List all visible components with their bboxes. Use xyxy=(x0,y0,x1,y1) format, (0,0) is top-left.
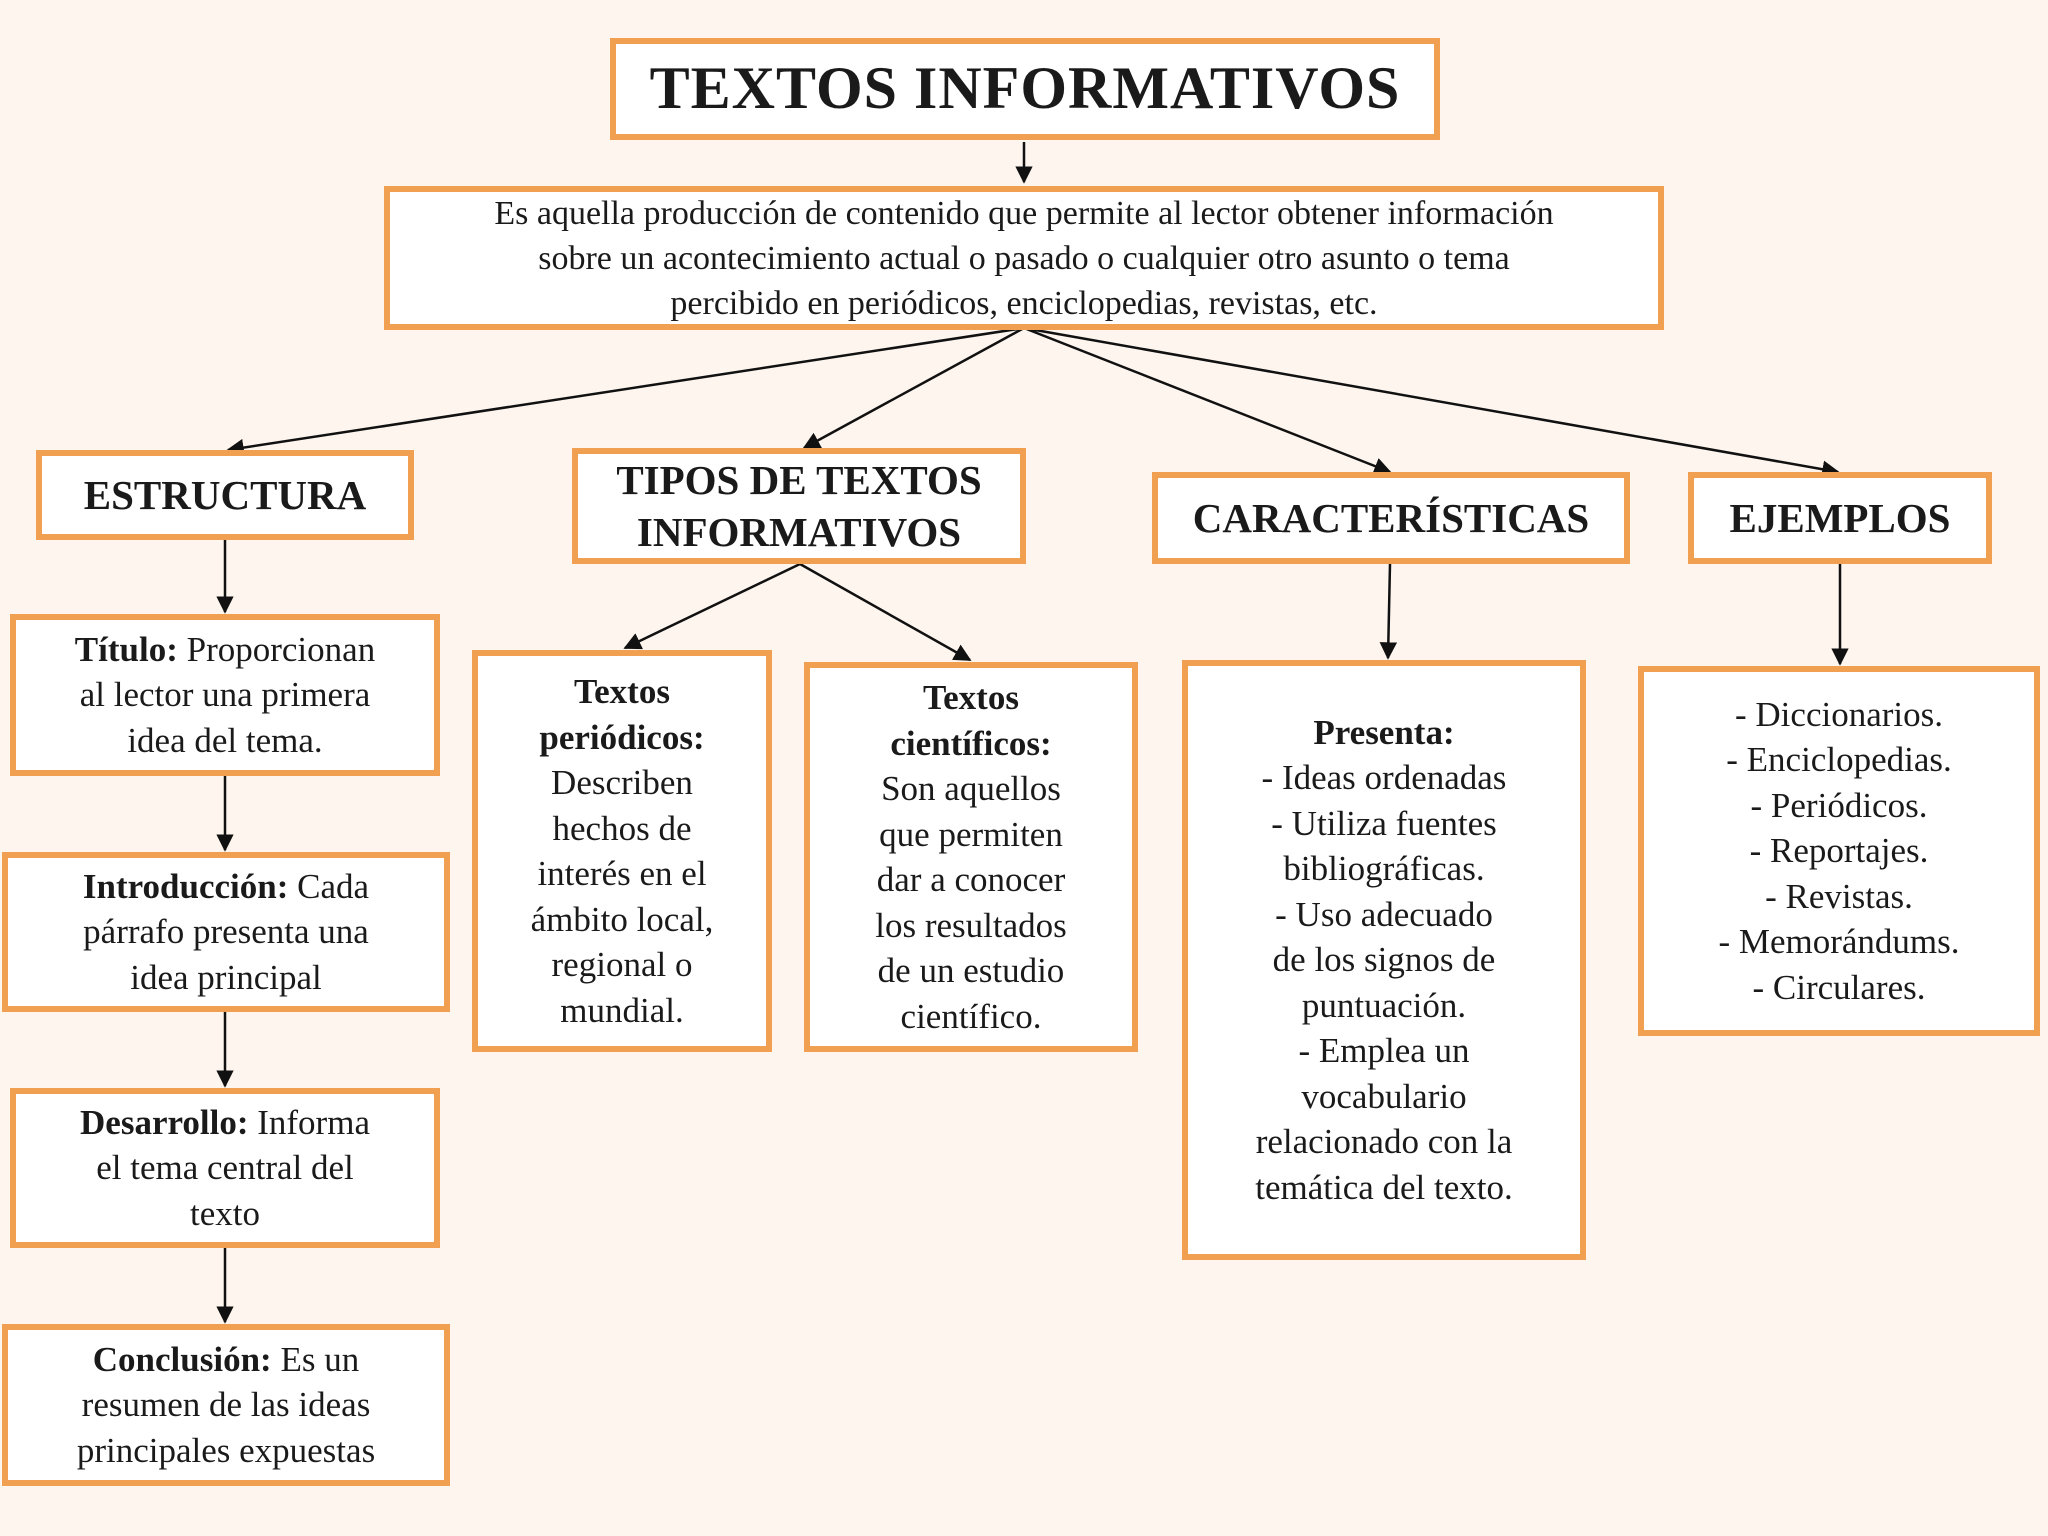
titulo-box xyxy=(10,614,440,776)
example-item: - Reportajes. xyxy=(1749,831,1929,871)
term-label: científicos: xyxy=(890,723,1052,763)
definition-text: texto xyxy=(190,1193,260,1233)
feature-item: de los signos de xyxy=(1272,940,1496,980)
term-label: Título: xyxy=(74,629,178,669)
tipos-heading-line: INFORMATIVOS xyxy=(636,509,962,555)
definition-text: los resultados xyxy=(875,905,1067,945)
definition-text: regional o xyxy=(551,945,693,984)
definition-text: de un estudio xyxy=(877,951,1065,990)
estructura-heading: ESTRUCTURA xyxy=(83,472,367,518)
example-item: - Revistas. xyxy=(1765,876,1913,916)
arrow-tipos-periodicos xyxy=(625,564,800,648)
textos-cientificos-box xyxy=(804,662,1138,1052)
definition-text: científico. xyxy=(900,996,1042,1036)
example-item: - Periódicos. xyxy=(1750,785,1928,825)
definition-box xyxy=(384,186,1664,330)
caracteristicas-box xyxy=(1152,472,1630,564)
term-label: Introducción: xyxy=(82,866,289,906)
definition-text: ámbito local, xyxy=(530,899,714,939)
caracteristicas-heading: CARACTERÍSTICAS xyxy=(1192,495,1590,541)
estructura-box xyxy=(36,450,414,540)
feature-item: - Ideas ordenadas xyxy=(1261,758,1507,798)
title-box xyxy=(610,38,1440,140)
definition-text: resumen de las ideas xyxy=(81,1385,371,1425)
example-item: - Memorándums. xyxy=(1718,922,1960,962)
definition-line: percibido en periódicos, enciclopedias, revistas, etc. xyxy=(670,284,1378,322)
example-item: - Circulares. xyxy=(1752,967,1926,1007)
term-label: Presenta: xyxy=(1313,712,1455,752)
tipos-heading-line: TIPOS DE TEXTOS xyxy=(616,457,982,503)
definition-text: idea del tema. xyxy=(127,720,323,760)
example-item: - Enciclopedias. xyxy=(1726,740,1952,780)
example-item: - Diccionarios. xyxy=(1735,694,1943,734)
desarrollo-box xyxy=(10,1088,440,1248)
presenta-box xyxy=(1182,660,1586,1260)
definition-text: al lector una primera xyxy=(79,675,371,715)
term-label: Textos xyxy=(574,672,670,711)
ejemplos-box xyxy=(1688,472,1992,564)
definition-text: hechos de xyxy=(552,808,692,848)
definition-line: Es aquella producción de contenido que permite al lector obtener información xyxy=(494,194,1554,232)
feature-item: relacionado con la xyxy=(1255,1122,1513,1162)
arrow-caracteristicas-presenta xyxy=(1388,564,1390,658)
ejemplos-list-box xyxy=(1638,666,2040,1036)
tipos-box xyxy=(572,448,1026,564)
term-label: periódicos: xyxy=(539,717,705,757)
definition-text: el tema central del xyxy=(96,1148,354,1188)
term-label: Textos xyxy=(923,678,1019,717)
definition-text: Son aquellos xyxy=(881,769,1061,808)
definition-line: sobre un acontecimiento actual o pasado o cualquier otro asunto o tema xyxy=(538,239,1510,277)
definition-text: Describen xyxy=(551,763,693,802)
textos-periodicos-box xyxy=(472,650,772,1052)
feature-item: bibliográficas. xyxy=(1283,849,1485,889)
definition-text: Es un xyxy=(271,1339,360,1379)
arrow-def-caracteristicas xyxy=(1024,328,1390,472)
introduccion-box xyxy=(2,852,450,1012)
definition-text: párrafo presenta una xyxy=(83,912,369,952)
feature-item: vocabulario xyxy=(1301,1076,1467,1116)
ejemplos-heading: EJEMPLOS xyxy=(1729,495,1951,541)
feature-item: - Uso adecuado xyxy=(1275,894,1493,934)
definition-text: Cada xyxy=(288,866,370,906)
definition-text: que permiten xyxy=(879,814,1063,854)
arrow-def-estructura xyxy=(228,328,1024,450)
arrow-tipos-cientificos xyxy=(800,564,970,660)
feature-item: temática del texto. xyxy=(1255,1167,1513,1207)
definition-text: interés en el xyxy=(537,854,707,893)
definition-text: Informa xyxy=(248,1102,370,1142)
conclusion-box xyxy=(2,1324,450,1486)
definition-text: principales expuestas xyxy=(76,1430,376,1470)
definition-text: dar a conocer xyxy=(876,860,1066,899)
definition-text: idea principal xyxy=(130,957,322,997)
definition-text: Proporcionan xyxy=(177,629,376,669)
feature-item: - Utiliza fuentes xyxy=(1271,803,1497,843)
definition-text: mundial. xyxy=(560,990,684,1030)
page-title: TEXTOS INFORMATIVOS xyxy=(649,55,1401,122)
arrow-def-ejemplos xyxy=(1024,328,1838,472)
term-label: Desarrollo: xyxy=(80,1102,249,1142)
feature-item: puntuación. xyxy=(1301,985,1467,1025)
term-label: Conclusión: xyxy=(92,1339,272,1379)
feature-item: - Emplea un xyxy=(1298,1031,1470,1071)
